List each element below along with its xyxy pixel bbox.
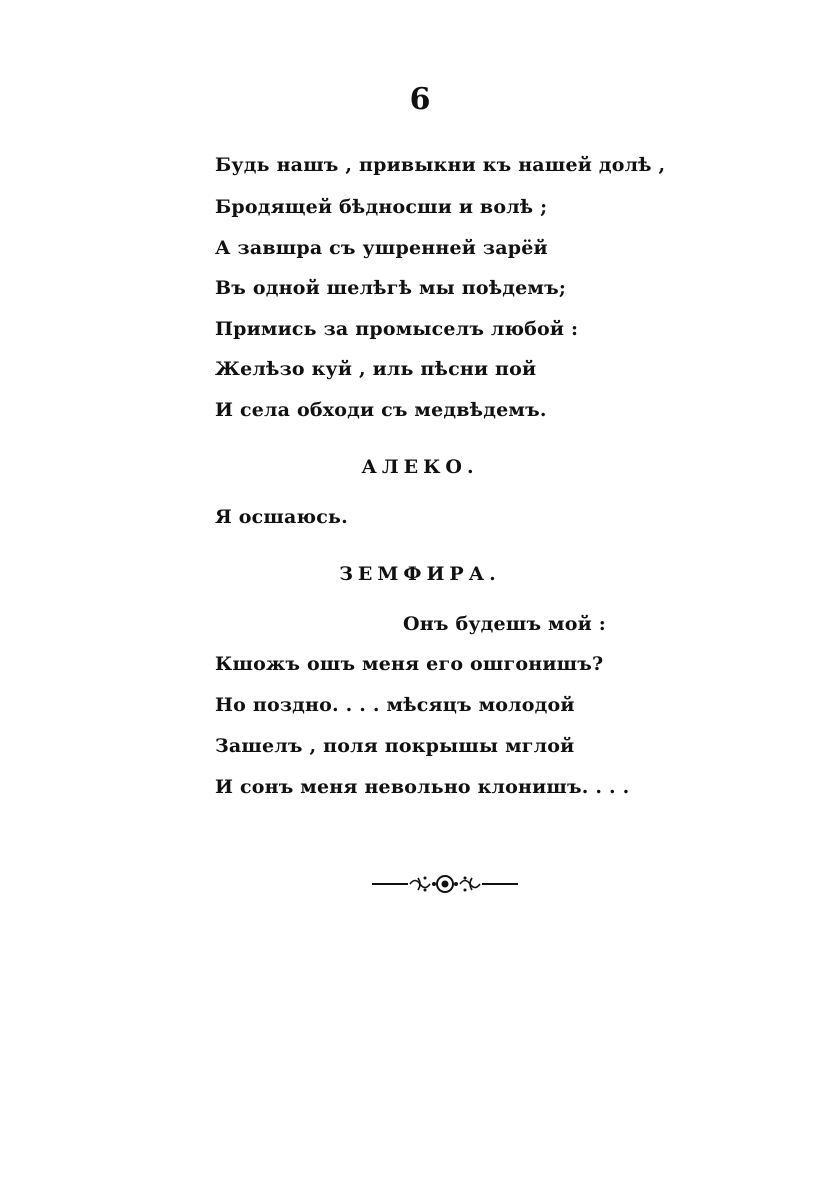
verse-line: Кшожъ ошъ меня его ошгонишъ? [215,653,604,675]
verse-line: Зашелъ , поля покрышы мглой [215,735,575,757]
speaker-name-zemfira: ЗЕМФИРА. [339,563,501,585]
aleko-line: Я осшаюсь. [215,506,348,528]
decorative-fleuron-icon [370,872,520,896]
verse-line: Будь нашъ , привыкни къ нашей долѣ , [215,154,666,176]
speaker-name-aleko: АЛЕКО. [361,456,479,478]
verse-line: Желѣзо куй , иль пѣсни пой [215,358,537,380]
verse-line: Примись за промыселъ любой : [215,318,579,340]
verse-line: Въ одной шелѣгѣ мы поѣдемъ; [215,277,567,299]
verse-line: Но поздно. . . . мѣсяцъ молодой [215,694,575,716]
page-number: 6 [409,82,431,117]
verse-line: Бродящей бѣдносши и волѣ ; [215,196,548,218]
verse-line: А завшра съ ушренней зарёй [215,237,548,259]
verse-line: Онъ будешъ мой : [403,613,606,635]
verse-line: И села обходи съ медвѣдемъ. [215,399,547,421]
verse-line: И сонъ меня невольно клонишъ. . . . [215,776,630,798]
